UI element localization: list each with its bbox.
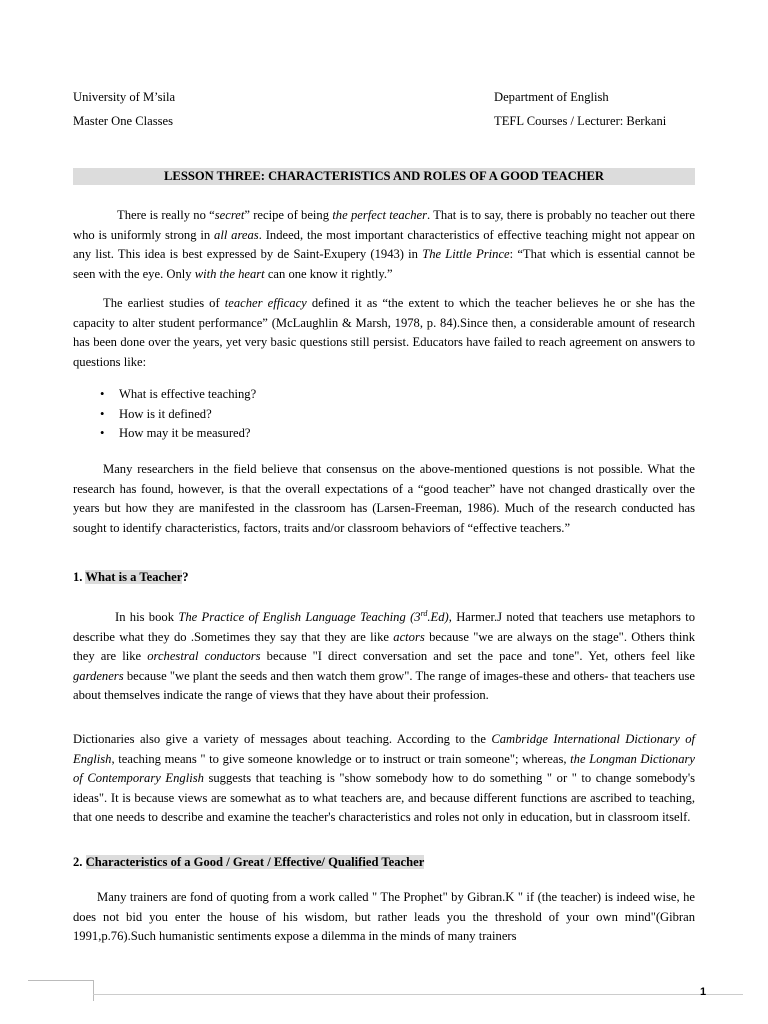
university-name: University of M’sila bbox=[73, 90, 176, 104]
header-row-1 bbox=[73, 90, 695, 108]
page-number: 1 bbox=[700, 986, 707, 998]
footer-line bbox=[93, 994, 743, 995]
paragraph-intro: There is really no “secret” recipe of being the perfect teacher. That is to say, there is probably no teacher out there who is uniformly strong in all areas. Indeed, the most important characteristics of effective teaching might not appear on any list. This idea is best expressed by de Saint-Exupery (1943) in The Little Prince: “That which is essential cannot be seen with the eye. Only with the heart can one know it rightly.” bbox=[73, 208, 695, 281]
department-name: Department of English bbox=[494, 90, 609, 104]
paragraph-consensus: Many researchers in the field believe that consensus on the above-mentioned questions is not possible. What the research has found, however, is that the overall expectations of a “good teacher” have not changed drastically over the years but how they are manifested in the classroom has (Larsen-Freeman, 1986). Much of the research conducted has sought to identify characteristics, factors, traits and/or classroom behaviors of “effective teachers.” bbox=[73, 462, 695, 535]
list-item: • How may it be measured? bbox=[100, 426, 251, 440]
list-item: • What is effective teaching? bbox=[100, 387, 257, 401]
class-name: Master One Classes bbox=[73, 114, 174, 128]
question-list bbox=[73, 385, 256, 444]
paragraph-gibran: Many trainers are fond of quoting from a work called " The Prophet" by Gibran.K " if (the teacher) is indeed wise, he does not bid you enter the house of his wisdom, but rather leads you the threshold of your own mind"(Gibran 1991,p.76).Such humanistic sentiments expose a dilemma in the minds of many trainers bbox=[73, 890, 695, 943]
section-heading-2: 2. Characteristics of a Good / Great / Effective/ Qualified Teacher bbox=[73, 855, 425, 869]
list-item: • How is it defined? bbox=[100, 406, 212, 421]
course-name: TEFL Courses / Lecturer: Berkani bbox=[494, 114, 667, 128]
header-row-2 bbox=[73, 114, 695, 132]
paragraph-dictionaries: Dictionaries also give a variety of messages about teaching. According to the Cambridge International Dictionary of English, teaching means " to give someone knowledge or to instruct or train someone"; whereas, the Longman Dictionary of Contemporary English suggests that teaching is "show somebody how to do something " or " to change somebody's ideas". It is because views are somewhat as to what teachers are, and because different functions are ascribed to teaching, that one needs to describe and examine the teacher's characteristics and roles not only in education, but in classroom itself. bbox=[73, 732, 695, 824]
paragraph-harmer: In his book The Practice of English Language Teaching (3rd.Ed), Harmer.J noted that teachers use metaphors to describe what they do .Sometimes they say that they are like actors because "we are always on the stage". Others think they are like orchestral conductors because "I direct conversation and set the pace and tone". Yet, others feel like gardeners because "we plant the seeds and then watch them grow". The range of images-these and others- that teachers use about themselves indicate the range of views that they have about their profession. bbox=[73, 609, 696, 703]
lesson-title: LESSON THREE: CHARACTERISTICS AND ROLES OF A GOOD TEACHER bbox=[73, 168, 695, 185]
paragraph-efficacy: The earliest studies of teacher efficacy defined it as “the extent to which the teacher believes he or she has the capacity to alter student performance” (McLaughlin & Marsh, 1978, p. 84).Since then, a considerable amount of research has been done over the years, yet very basic questions still persist. Educators have failed to reach agreement on answers to questions like: bbox=[73, 296, 695, 369]
section-heading-1: 1. What is a Teacher? bbox=[73, 570, 189, 584]
footer-box bbox=[28, 980, 94, 1001]
